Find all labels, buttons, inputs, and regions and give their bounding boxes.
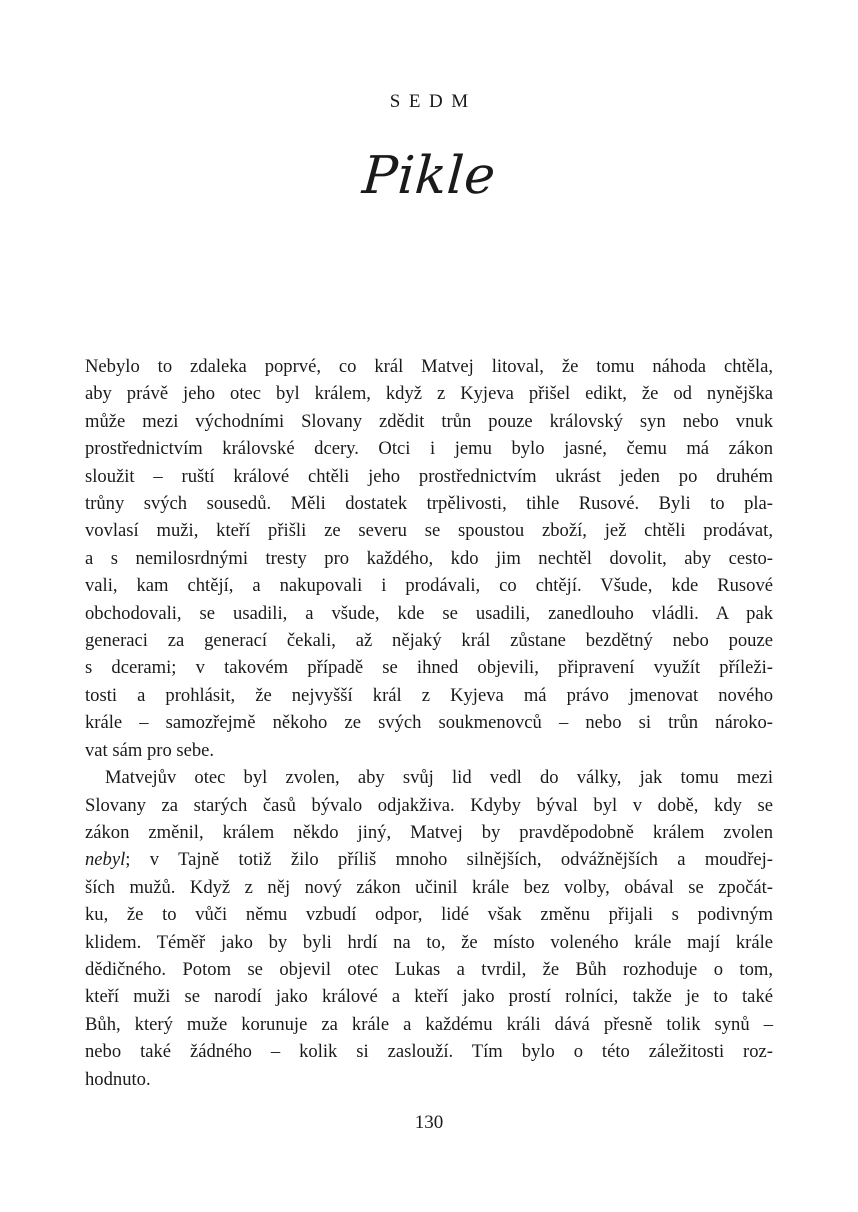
page-number: 130 — [414, 1112, 444, 1133]
text-run: Matvejův otec byl zvolen, aby svůj lid vedl do války, jak tomu mezi — [105, 767, 773, 789]
chapter-number: SEDM — [389, 91, 477, 112]
text-run: trůny svých sousedů. Měli dostatek trpělivosti, tihle Rusové. Byli to pla- — [85, 493, 773, 515]
text-line — [85, 600, 773, 627]
text-line — [85, 737, 773, 764]
text-run: Bůh, který muže korunuje za krále a každému králi dává přesně tolik synů – — [85, 1013, 773, 1035]
text-run: Slovany za starých časů bývalo odjakživa. Kdyby býval byl v době, kdy se — [85, 794, 773, 816]
text-line — [85, 1011, 773, 1038]
text-line — [85, 490, 773, 517]
text-line — [85, 517, 773, 544]
text-run: s dcerami; v takovém případě se ihned objevili, připravení využít příleži- — [85, 657, 773, 679]
text-run: vat sám pro sebe. — [85, 739, 215, 761]
text-line — [85, 408, 773, 435]
chapter-title: Pikle — [360, 146, 498, 206]
text-run: dědičného. Potom se objevil otec Lukas a tvrdil, že Bůh rozhoduje o tom, — [85, 958, 773, 980]
text-run: krále – samozřejmě někoho ze svých soukmenovců – nebo si trůn nároko- — [85, 712, 773, 734]
text-run: aby právě jeho otec byl králem, když z Kyjeva přišel edikt, že od nynějška — [85, 383, 773, 405]
text-line — [85, 983, 773, 1010]
text-line — [85, 846, 773, 873]
text-run: nebo také žádného – kolik si zaslouží. Tím bylo o této záležitosti roz- — [85, 1041, 773, 1063]
text-line — [85, 627, 773, 654]
text-line — [85, 1066, 773, 1093]
text-run: ; v Tajně totiž žilo příliš mnoho silnějších, odvážnějších a moudřej- — [125, 849, 773, 871]
text-run: hodnuto. — [85, 1068, 151, 1090]
text-run: tosti a prohlásit, že nejvyšší král z Kyjeva má právo jmenovat nového — [85, 684, 773, 706]
text-run: sloužit – ruští králové chtěli jeho prostřednictvím ukrást jeden po druhém — [85, 465, 773, 487]
text-run: vovlasí muži, kteří přišli ze severu se spoustou zboží, jež chtěli prodávat, — [85, 520, 773, 542]
text-line — [85, 819, 773, 846]
text-line — [85, 1038, 773, 1065]
text-run: obchodovali, se usadili, a všude, kde se usadili, zanedlouho vládli. A pak — [85, 602, 773, 624]
text-run: a s nemilosrdnými tresty pro každého, kdo jim nechtěl dovolit, aby cesto- — [85, 547, 773, 569]
text-run: může mezi východními Slovany zdědit trůn pouze královský syn nebo vnuk — [85, 410, 773, 432]
text-line — [85, 380, 773, 407]
text-run: vali, kam chtějí, a nakupovali i prodávali, co chtějí. Všude, kde Rusové — [85, 575, 773, 597]
text-run: generaci za generací čekali, až nějaký král zůstane bezdětný nebo pouze — [85, 630, 773, 652]
text-line — [85, 353, 773, 380]
text-line — [85, 956, 773, 983]
text-line — [85, 572, 773, 599]
italic-text-run: nebyl — [85, 849, 126, 871]
text-run: kteří muži se narodí jako králové a kteří jako prostí rolníci, takže je to také — [85, 986, 773, 1008]
text-line — [85, 463, 773, 490]
text-line — [85, 764, 773, 791]
text-line — [85, 545, 773, 572]
text-line — [85, 901, 773, 928]
text-line — [85, 435, 773, 462]
text-run: ších mužů. Když z něj nový zákon učinil krále bez volby, obával se zpočát- — [85, 876, 773, 898]
body-text — [85, 353, 773, 1093]
text-line — [85, 682, 773, 709]
text-run: klidem. Téměř jako by byli hrdí na to, že místo voleného krále mají krále — [85, 931, 773, 953]
text-line — [85, 654, 773, 681]
text-line — [85, 792, 773, 819]
text-line — [85, 874, 773, 901]
text-run: zákon změnil, králem někdo jiný, Matvej by pravděpodobně králem zvolen — [85, 821, 773, 843]
text-line — [85, 709, 773, 736]
text-run: Nebylo to zdaleka poprvé, co král Matvej litoval, že tomu náhoda chtěla, — [85, 356, 773, 377]
text-run: prostřednictvím královské dcery. Otci i jemu bylo jasné, čemu má zákon — [85, 438, 773, 460]
text-run: ku, že to vůči němu vzbudí odpor, lidé však změnu přijali s podivným — [85, 904, 773, 926]
text-line — [85, 929, 773, 956]
